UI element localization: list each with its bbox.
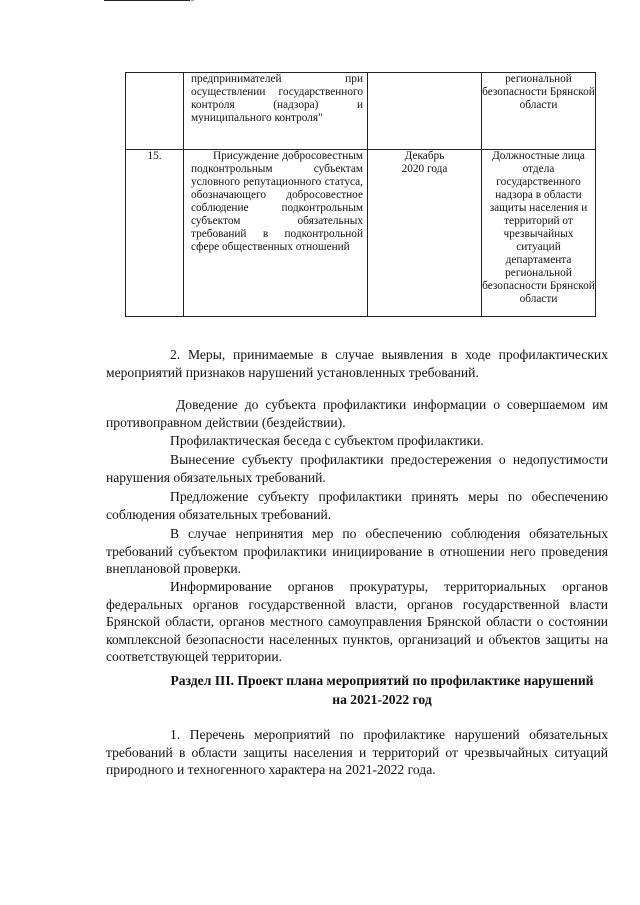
table-row (126, 150, 596, 317)
measures-heading: 2. Меры, принимаемые в случае выявления в ходе профилактических мероприятий признаков нарушений установленных требований. (106, 347, 608, 380)
measure-paragraph: В случае непринятия мер по обеспечению соблюдения обязательных требований субъектом профилактики инициирование в отношении него проведения внеплановой проверки. (106, 526, 608, 576)
section-item-paragraph: 1. Перечень мероприятий по профилактике нарушений обязательных требований в области защиты населения и территорий от чрезвычайных ситуаций природного и техногенного характера на 2021-2022 года. (106, 727, 608, 777)
activity-cell (184, 150, 368, 317)
deadline-text: Декабрь 2020 года (401, 150, 448, 175)
responsible-cell (482, 73, 596, 150)
measure-paragraph: Доведение до субъекта профилактики информации о совершаемом им противоправном действии (бездействии). (106, 397, 608, 430)
responsible-text: региональной безопасности Брянской области (482, 73, 595, 111)
measure-paragraph: Информирование органов прокуратуры, территориальных органов федеральных органов государственной власти, органов государственной власти Брянской области, органов местного самоуправления Брянской области о состоянии комплексной безопасности населенных пунктов, организаций и объектов защиты на соответствующей территории. (106, 579, 608, 664)
activity-text: предпринимателей при осуществлении государственного контроля (надзора) и муниципального контроля" (191, 73, 363, 124)
responsible-text: Должностные лица отдела государственного надзора в области защиты населения и территорий от чрезвычайных ситуаций департамента региональной безопасности Брянской области (482, 150, 595, 305)
measure-paragraph: Вынесение субъекту профилактики предостережения о недопустимости нарушения обязательных требований. (106, 452, 608, 485)
deadline-cell (368, 150, 482, 317)
section-title-line2: на 2021-2022 год (332, 692, 432, 707)
table-row (126, 73, 596, 150)
activities-table (125, 72, 596, 317)
top-rule (104, 0, 190, 1)
activity-text: Присуждение добросовестным подконтрольным субъектам условного репутационного статуса, обозначающего добросовестное соблюдение подконтрольным субъектом обязательных требований в подконтрольной сфере общественных отношений (191, 150, 363, 253)
deadline-cell (368, 73, 482, 150)
row-number-cell (126, 73, 184, 150)
measure-paragraph: Профилактическая беседа с субъектом профилактики. (170, 433, 484, 448)
responsible-cell (482, 150, 596, 317)
row-number-cell: 15. (126, 150, 184, 317)
activity-cell (184, 73, 368, 150)
section-title-line1: Раздел III. Проект плана мероприятий по профилактике нарушений (170, 673, 594, 688)
measure-paragraph: Предложение субъекту профилактики принять меры по обеспечению соблюдения обязательных требований. (106, 489, 608, 522)
top-rule-mark (191, 0, 194, 1)
